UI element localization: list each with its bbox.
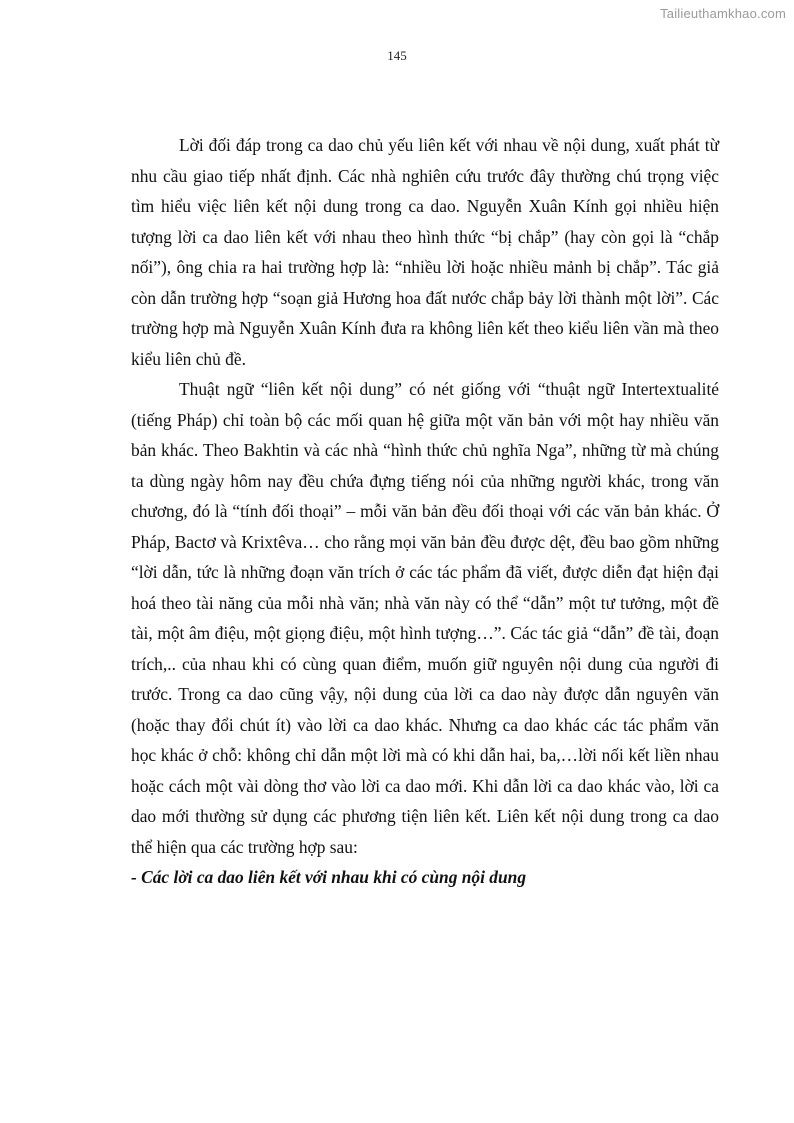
watermark: Tailieuthamkhao.com: [660, 6, 786, 21]
paragraph: Thuật ngữ “liên kết nội dung” có nét giống với “thuật ngữ Intertextualité (tiếng Pháp) chỉ toàn bộ các mối quan hệ giữa một văn bản với một hay nhiều văn bản khác. Theo Bakhtin và các nhà “hình thức chủ nghĩa Nga”, những từ mà chúng ta dùng ngày hôm nay đều chứa đựng tiếng nói của những người khác, trong văn chương, đó là “tính đối thoại” – mỗi văn bản đều đối thoại với các văn bản khác. Ở Pháp, Bactơ và Krixtêva… cho rằng mọi văn bản đều được dệt, đều bao gồm những “lời dẫn, tức là những đoạn văn trích ở các tác phẩm đã viết, được diễn đạt hiện đại hoá theo tài năng của mỗi nhà văn; nhà văn này có thể “dẫn” một tư tưởng, một đề tài, một âm điệu, một giọng điệu, một hình tượng…”. Các tác giả “dẫn” đề tài, đoạn trích,.. của nhau khi có cùng quan điểm, muốn giữ nguyên nội dung của người đi trước. Trong ca dao cũng vậy, nội dung của lời ca dao này được dẫn nguyên văn (hoặc thay đổi chút ít) vào lời ca dao khác. Nhưng ca dao khác các tác phẩm văn học khác ở chỗ: không chỉ dẫn một lời mà có khi dẫn hai, ba,…lời nối kết liền nhau hoặc cách một vài dòng thơ vào lời ca dao mới. Khi dẫn lời ca dao khác vào, lời ca dao mới thường sử dụng các phương tiện liên kết. Liên kết nội dung trong ca dao thể hiện qua các trường hợp sau:: [131, 379, 719, 857]
paragraph: Lời đối đáp trong ca dao chủ yếu liên kết với nhau về nội dung, xuất phát từ nhu cầu giao tiếp nhất định. Các nhà nghiên cứu trước đây thường chú trọng việc tìm hiểu việc liên kết nội dung trong ca dao. Nguyễn Xuân Kính gọi nhiều hiện tượng lời ca dao liên kết với nhau theo hình thức “bị chắp” (hay còn gọi là “chắp nối”), ông chia ra hai trường hợp là: “nhiều lời hoặc nhiều mảnh bị chắp”. Tác giả còn dẫn trường hợp “soạn giả Hương hoa đất nước chắp bảy lời thành một lời”. Các trường hợp mà Nguyễn Xuân Kính đưa ra không liên kết theo kiểu liên vần mà theo kiểu liên chủ đề.: [131, 135, 719, 369]
document-body: [131, 130, 719, 893]
section-heading: - Các lời ca dao liên kết với nhau khi có cùng nội dung: [131, 867, 527, 887]
page-number: 145: [387, 48, 407, 63]
